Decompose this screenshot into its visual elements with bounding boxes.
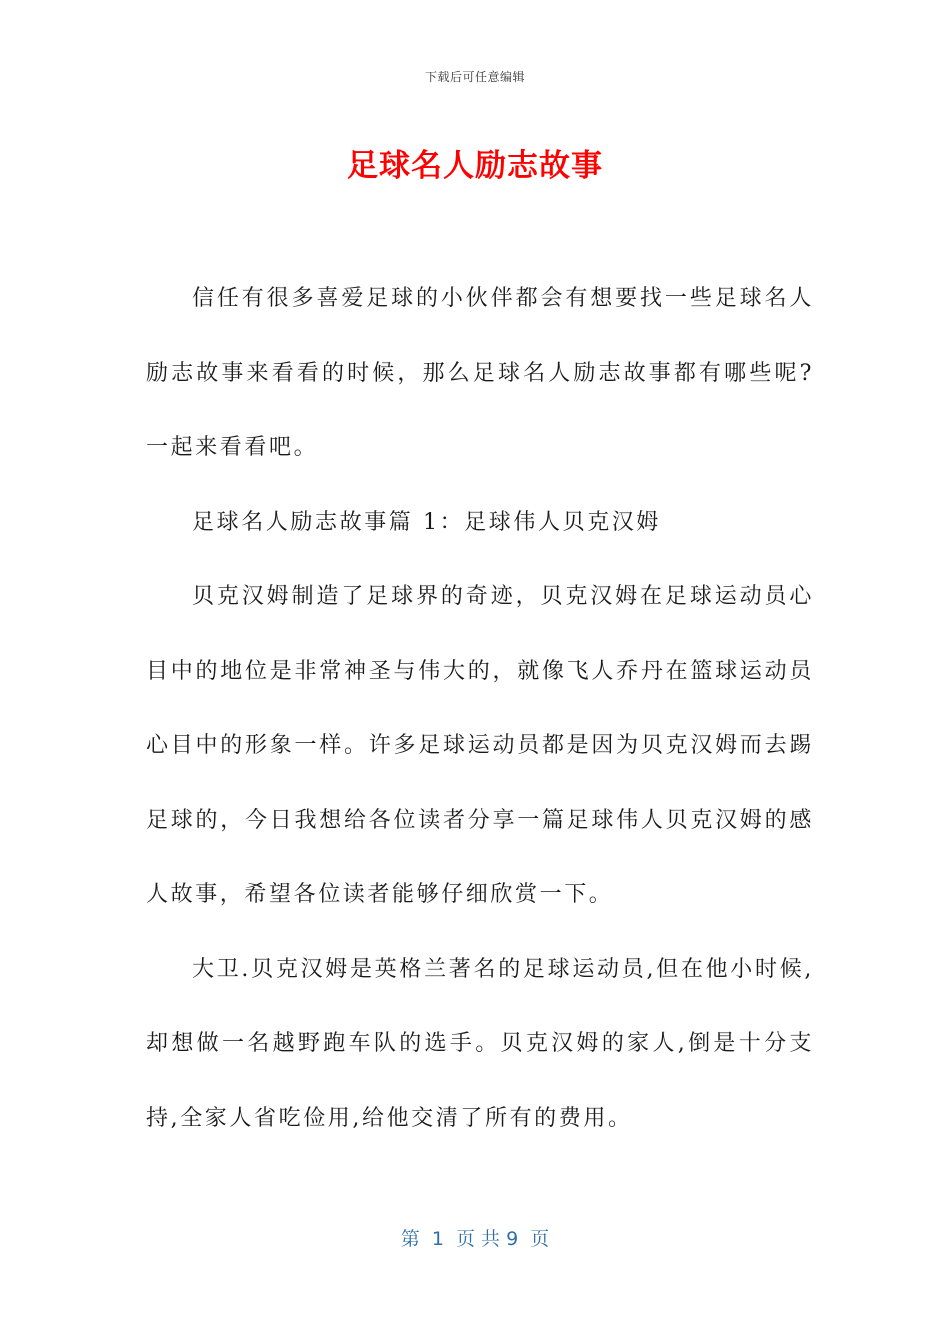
intro-paragraph: 信任有很多喜爱足球的小伙伴都会有想要找一些足球名人励志故事来看看的时候，那么足球名人励志故事都有哪些呢?一起来看看吧。 (146, 286, 814, 460)
body-paragraph: 大卫.贝克汉姆是英格兰著名的足球运动员,但在他小时候,却想做一名越野跑车队的选手。贝克汉姆的家人,倒是十分支持,全家人省吃俭用,给他交清了所有的费用。 (146, 956, 814, 1131)
body-paragraph: 贝克汉姆制造了足球界的奇迹，贝克汉姆在足球运动员心目中的地位是非常神圣与伟大的，就像飞人乔丹在篮球运动员心目中的形象一样。许多足球运动员都是因为贝克汉姆而去踢足球的，今日我想给各位读者分享一篇足球伟人贝克汉姆的感人故事，希望各位读者能够仔细欣赏一下。 (146, 584, 814, 907)
document-title: 足球名人励志故事 (347, 148, 603, 184)
page-number: 第 1 页 共 9 页 (400, 1228, 550, 1250)
document-body (146, 262, 814, 1156)
header-note: 下载后可任意编辑 (424, 70, 525, 84)
section-heading: 足球名人励志故事篇 1：足球伟人贝克汉姆 (192, 509, 661, 535)
